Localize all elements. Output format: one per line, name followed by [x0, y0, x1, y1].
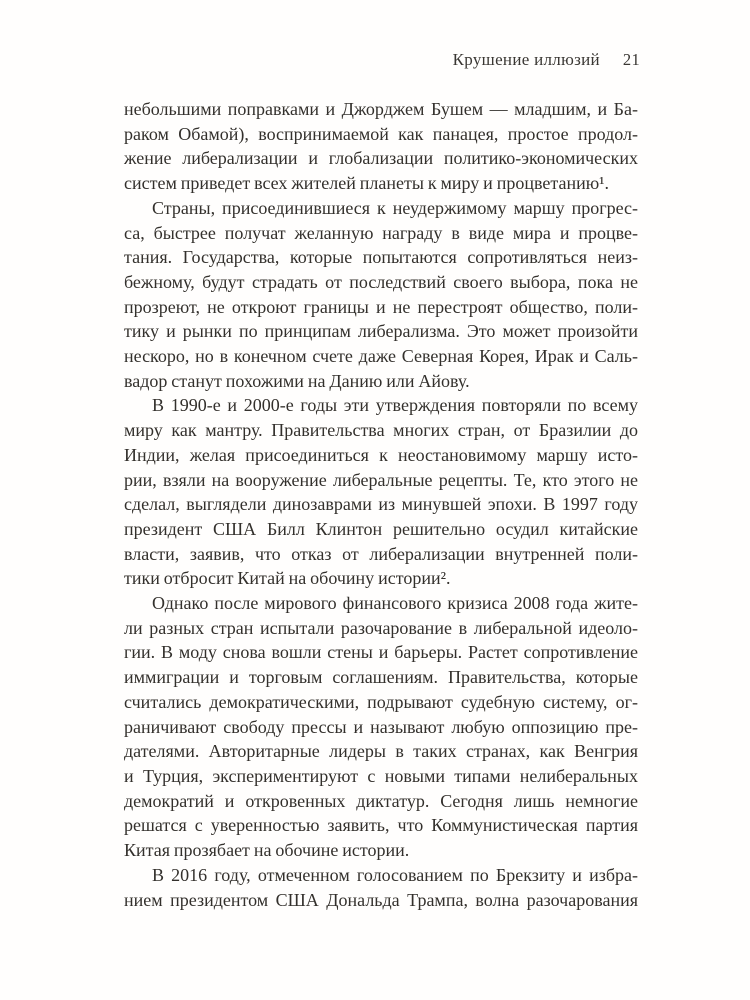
paragraph: [124, 393, 638, 591]
text-line: тания. Государства, которые попытаются сопротивляться неиз-: [124, 247, 638, 268]
paragraph: [124, 591, 638, 863]
paragraph: [124, 196, 638, 394]
text-line: власти, заявив, что отказ от либерализации внутренней поли-: [124, 543, 638, 564]
text-line: и Турция, экспериментируют с новыми типами нелиберальных: [124, 765, 638, 786]
text-line: считались демократическими, подрывают судебную систему, ог-: [124, 691, 638, 712]
page-text: [124, 97, 638, 912]
paragraph: [124, 863, 638, 912]
text-line: президент США Билл Клинтон решительно осудил китайские: [124, 518, 638, 539]
text-line: рии, взяли на вооружение либеральные рецепты. Те, кто этого не: [124, 469, 638, 490]
text-line: раком Обамой), воспринимаемой как панацея, простое продол-: [124, 123, 638, 144]
running-header: [0, 50, 640, 70]
text-line: бежному, будут страдать от последствий своего выбора, пока не: [124, 271, 638, 292]
text-line: систем приведет всех жителей планеты к миру и процветанию¹.: [124, 173, 610, 194]
text-line: Страны, присоединившиеся к неудержимому маршу прогрес-: [152, 197, 638, 218]
text-line: тику и рынки по принципам либерализма. Это может произойти: [124, 321, 638, 342]
text-line: прозреют, не откроют границы и не перестроят общество, поли-: [124, 296, 638, 317]
text-line: иммиграции и торговым соглашениям. Правительства, которые: [124, 667, 638, 688]
text-line: ли разных стран испытали разочарование в либеральной идеоло-: [124, 617, 638, 638]
text-line: дателями. Авторитарные лидеры в таких странах, как Венгрия: [124, 741, 638, 762]
page-number: 21: [622, 50, 640, 69]
text-line: Индии, желая присоединиться к неостановимому маршу исто-: [124, 444, 638, 465]
text-line: жение либерализации и глобализации политико-экономических: [124, 148, 638, 169]
text-line: нием президентом США Дональда Трампа, волна разочарования: [124, 889, 638, 910]
text-line: В 1990-е и 2000-е годы эти утверждения повторяли по всему: [152, 395, 638, 416]
paragraph: [124, 97, 638, 196]
text-line: вадор станут похожими на Данию или Айову.: [124, 370, 470, 391]
text-line: В 2016 году, отмеченном голосованием по Брекзиту и избра-: [152, 864, 638, 885]
chapter-title: Крушение иллюзий: [452, 50, 600, 69]
text-line: Однако после мирового финансового кризиса 2008 года жите-: [152, 593, 638, 614]
text-line: миру как мантру. Правительства многих стран, от Бразилии до: [124, 420, 638, 441]
text-line: решатся с уверенностью заявить, что Коммунистическая партия: [124, 815, 638, 836]
text-line: нескоро, но в конечном счете даже Северная Корея, Ирак и Саль-: [124, 346, 638, 367]
text-line: гии. В моду снова вошли стены и барьеры. Растет сопротивление: [124, 642, 638, 663]
text-line: тики отбросит Китай на обочину истории².: [124, 568, 451, 589]
text-line: небольшими поправками и Джорджем Бушем — младшим, и Ба-: [124, 99, 638, 119]
text-line: демократий и откровенных диктатур. Сегодня лишь немногие: [124, 790, 638, 811]
text-line: раничивают свободу прессы и называют любую оппозицию пре-: [124, 716, 638, 737]
text-line: Китая прозябает на обочине истории.: [124, 840, 410, 861]
text-line: са, быстрее получат желанную награду в виде мира и процве-: [124, 222, 638, 243]
text-line: сделал, выглядели динозаврами из минувшей эпохи. В 1997 году: [124, 494, 638, 515]
